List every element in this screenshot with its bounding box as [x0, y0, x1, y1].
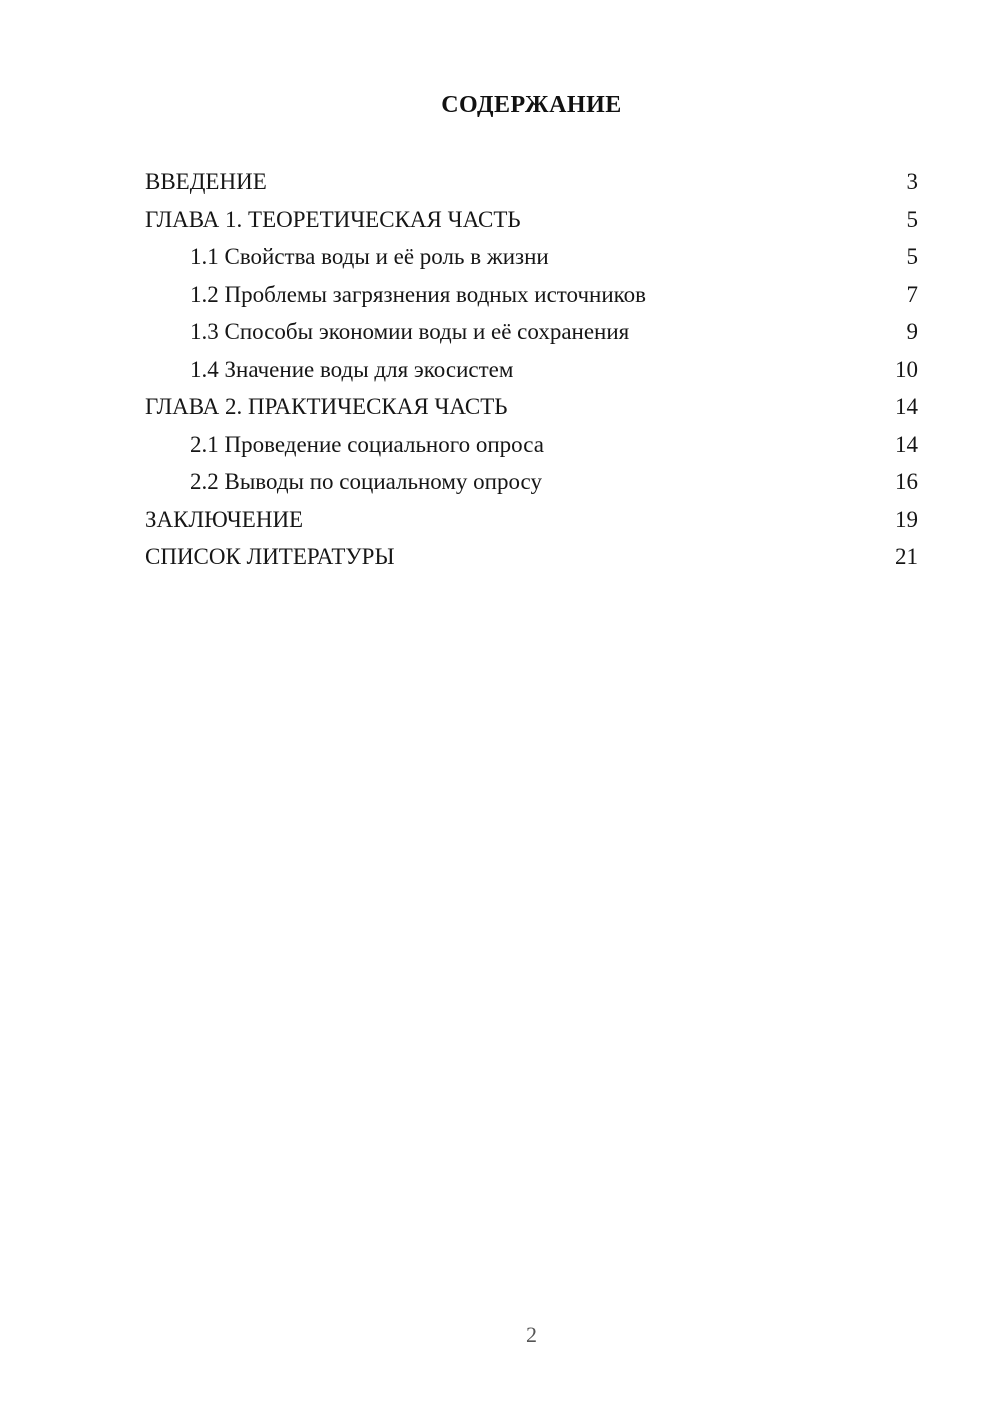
toc-entry-label: 1.4 Значение воды для экосистем — [190, 356, 514, 382]
toc-entry-page-number: 21 — [895, 544, 918, 569]
toc-entry — [145, 201, 918, 239]
toc-entry-page-number: 19 — [895, 506, 918, 532]
toc-entry — [145, 388, 918, 426]
toc-entry — [145, 313, 918, 351]
page-number: 2 — [526, 1322, 537, 1347]
toc-entry-label: ЗАКЛЮЧЕНИЕ — [145, 506, 304, 532]
toc-entry-label: 1.3 Способы экономии воды и её сохранения — [190, 319, 630, 344]
toc-entry-page-number: 5 — [906, 206, 918, 232]
toc-entry-page-number: 7 — [906, 281, 918, 307]
toc-entry-page-number: 16 — [895, 469, 918, 494]
page-title: СОДЕРЖАНИЕ — [441, 92, 622, 118]
toc-entry-label: ГЛАВА 2. ПРАКТИЧЕСКАЯ ЧАСТЬ — [145, 394, 508, 419]
toc-entry-label: 2.1 Проведение социального опроса — [190, 431, 544, 457]
toc-entry — [145, 163, 918, 201]
toc-entry — [145, 238, 918, 276]
toc-entry-label: 1.1 Свойства воды и её роль в жизни — [190, 244, 549, 269]
toc-entry-page-number: 3 — [906, 169, 918, 194]
toc-entry-label: 1.2 Проблемы загрязнения водных источников — [190, 281, 647, 307]
toc-entry-page-number: 10 — [895, 356, 918, 382]
toc-entry-page-number: 9 — [906, 319, 918, 344]
toc-entry-label: ГЛАВА 1. ТЕОРЕТИЧЕСКАЯ ЧАСТЬ — [145, 206, 521, 232]
toc-entry-label: СПИСОК ЛИТЕРАТУРЫ — [145, 544, 395, 569]
toc-entry-page-number: 14 — [895, 431, 918, 457]
toc-entry — [145, 463, 918, 501]
toc-entry — [145, 351, 918, 389]
toc-entry-label: ВВЕДЕНИЕ — [145, 169, 267, 194]
toc-entry-page-number: 14 — [895, 394, 918, 419]
toc-entry-page-number: 5 — [906, 244, 918, 269]
toc-entry — [145, 538, 918, 576]
toc-entry — [145, 501, 918, 539]
toc-entry-label: 2.2 Выводы по социальному опросу — [190, 469, 542, 494]
toc-list — [145, 163, 918, 576]
toc-entry — [145, 426, 918, 464]
toc-entry — [145, 276, 918, 314]
